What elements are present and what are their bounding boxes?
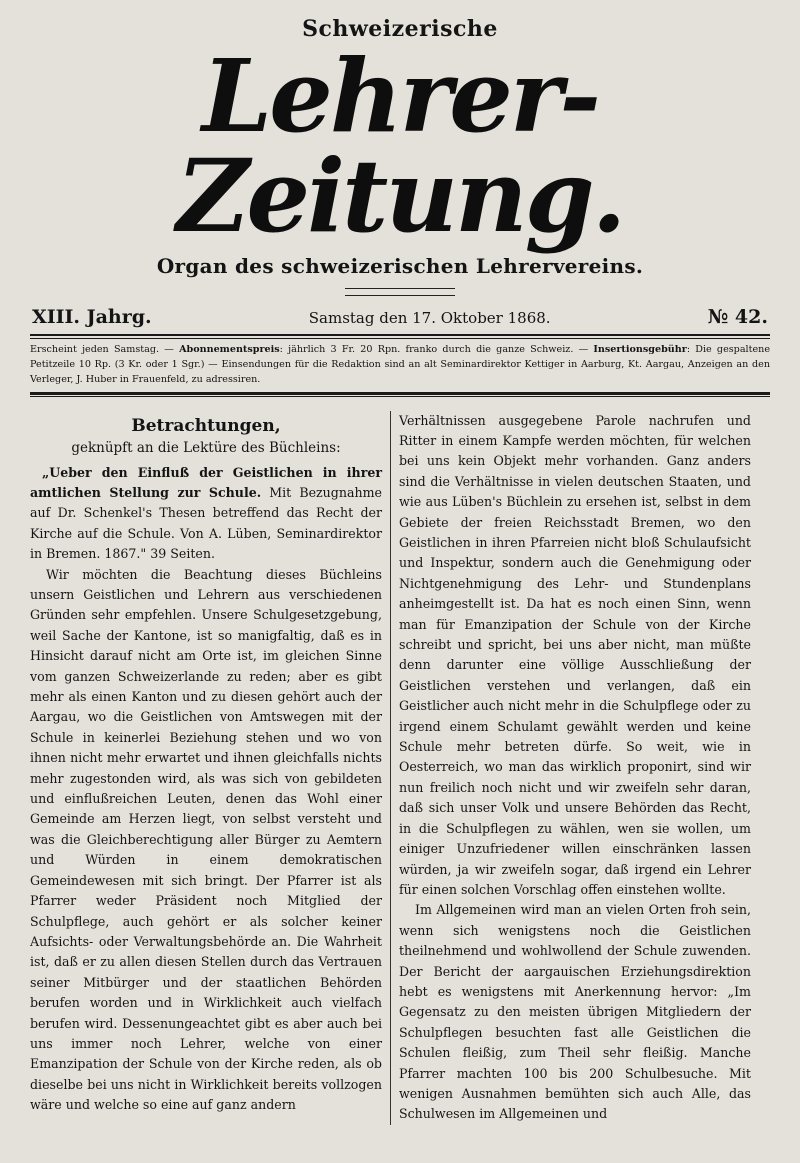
volume-year: XIII. Jahrg. [32,306,152,328]
header-rule [30,334,770,339]
notice-abonnement-label: Abonnementspreis [179,344,280,355]
right-paragraph-1: Verhältnissen ausgegebene Parole nachrufen und Ritter in einem Kampfe werden möchten, für welchen bei uns kein Objekt mehr vorhanden. Ganz anders sind die Verhältnisse in vielen deutschen Staaten, und wie aus Lüben's Büchlein zu ersehen ist, selbst in dem Gebiete der freien Reichsstadt Bremen, wo den Geistlichen in ihren Pfarreien nicht bloß Schulaufsicht und Inspektur, sondern auch die Genehmigung oder Nichtgenehmigung des Lehr- und Stundenplans anheimgestellt ist. Da hat es noch einen Sinn, wenn man für Emanzipation der Schule von der Kirche schreibt und spricht, bei uns aber nicht, man müßte denn darunter eine völlige Ausschließung der Geistlichen verstehen und verlangen, daß ein Geistlicher auch nicht mehr in die Schulpflege oder zu irgend einem Schulamt gewählt werden und keine Schule mehr betreten dürfe. So weit, wie in Oesterreich, wo man das wirklich proponirt, sind wir nun freilich noch nicht und wir zweifeln sehr daran, daß sich unser Volk und unsere Behörden das Recht, in die Schulpflegen zu wählen, wen sie wollen, um einiger Unzufriedener willen einschränken lassen würden, ja wir zweifeln sogar, daß irgend ein Lehrer für einen solchen Vorschlag offen einstehen wollte. [399,412,751,897]
masthead-title: Lehrer-Zeitung. [176,37,624,255]
column-right [390,411,751,1125]
book-reference [30,463,382,565]
book-title: „Ueber den Einfluß der Geistlichen in ihrer amtlichen Stellung zur Schule. [30,464,382,500]
notice-insertion-label: Insertionsgebühr [593,344,687,355]
subscription-notice [30,343,770,388]
masthead-kicker: Schweizerische [302,16,498,42]
right-paragraph-2: Im Allgemeinen wird man an vielen Orten froh sein, wenn sich wenigstens noch die Geistlichen theilnehmend und wohlwollend der Schule zuwenden. Der Bericht der aargauischen Erziehungsdirektion hebt es wenigstens mit Anerkennung hervor: „Im Gegensatz zu den meisten übrigen Mitgliedern der Schulpflegen besuchten fast alle Geistlichen die Schulen fleißig, zum Theil sehr fleißig. Manche Pfarrer machten 100 bis 200 Schulbesuche. Mit wenigen Ausnahmen bemühten sich auch Alle, das Schulwesen im Allgemeinen und [399,902,751,1122]
notice-part-3: : Die gespaltene Petitzeile 10 Rp. (3 Kr. oder 1 Sgr.) — Einsendungen für die Redaktion sind an alt Seminardirektor Kettiger in Aarburg, Kt. Aargau, Anzeigen an den Verleger, J. Huber in Frauenfeld, zu adressiren. [30,344,770,385]
notice-part-1: Erscheint jeden Samstag. — [30,344,180,355]
masthead-subtitle: Organ des schweizerischen Lehrervereins. [156,254,644,278]
left-paragraph-1: Wir möchten die Beachtung dieses Büchleins unsern Geistlichen und Lehrern aus verschiedenen Gründen sehr empfehlen. Unsere Schulgesetzgebung, weil Sache der Kantone, ist so manigfaltig, daß es in Hinsicht darauf nicht am Orte ist, im gleichen Sinne vom ganzen Schweizerlande zu reden; aber es gibt mehr als einen Kanton und zu diesen gehört auch der Aargau, wo die Geistlichen von Amtswegen mit der Schule in keinerlei Beziehung stehen und wo von ihnen nicht mehr erwartet und ihnen gleichfalls nichts mehr zugestonden wird, als was sich von gebildeten und einflußreichen Leuten, denen das Wohl einer Gemeinde am Herzen liegt, von selbst versteht und was die Gleichberechtigung aller Bürger zu Aemtern und Würden in einem demokratischen Gemeindewesen mit sich bringt. Der Pfarrer ist als Pfarrer weder Präsident noch Mitglied der Schulpflege, auch gehört er als solcher keiner Aufsichts- oder Verwaltungsbehörde an. Die Wahrheit ist, daß er zu allen diesen Stellen durch das Vertrauen seiner Mitbürger und der staatlichen Behörden berufen worden und in Wirklichkeit auch vielfach berufen wird. Dessenungeachtet gibt es aber auch bei uns immer noch Lehrer, welche von einer Emanzipation der Schule von der Kirche reden, als ob dieselbe bei uns nicht in Wirklichkeit bereits vollzogen wäre und welche so eine auf ganz andern [30,566,382,1113]
notice-rule [30,392,770,397]
issue-number: № 42. [707,306,768,328]
book-details: Mit Bezugnahme auf Dr. Schenkel's Thesen betreffend das Recht der Kirche auf die Schule. Von A. Lüben, Seminardirektor in Bremen. 1867." 39 Seiten. [30,484,382,562]
article-title: Betrachtungen, [131,415,281,436]
notice-part-2: : jährlich 3 Fr. 20 Rpn. franko durch die ganze Schweiz. — [279,344,594,355]
article-columns [30,411,770,1125]
ornamental-divider [345,288,455,296]
dateline [30,306,770,328]
article-subtitle: geknüpft an die Lektüre des Büchleins: [71,439,341,456]
column-left [30,411,390,1125]
issue-date: Samstag den 17. Oktober 1868. [308,309,551,327]
